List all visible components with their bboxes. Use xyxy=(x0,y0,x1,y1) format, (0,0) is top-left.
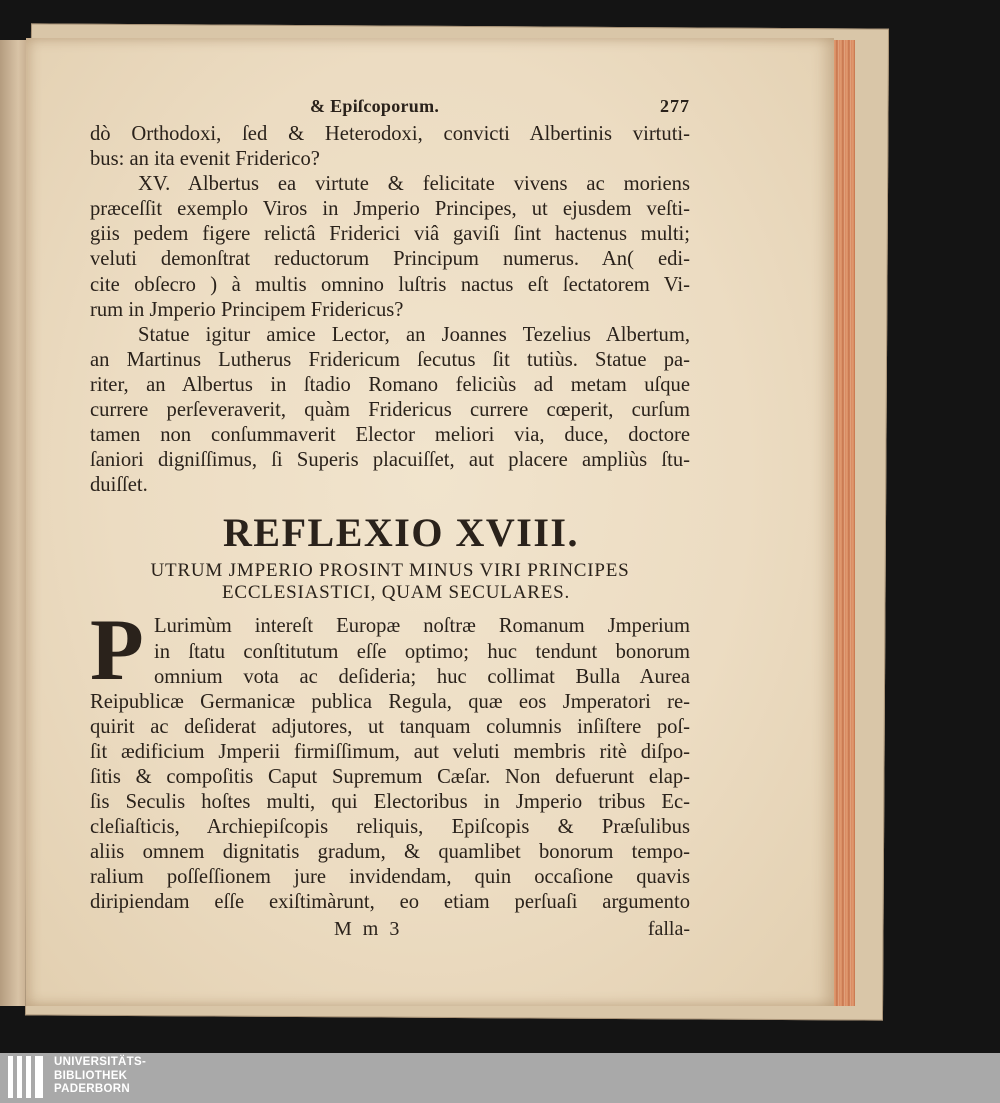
paragraph-3 xyxy=(90,323,690,499)
library-name xyxy=(54,1056,146,1097)
text-line: ralium poſſeſſionem jure invidendam, quin occaſione quavis xyxy=(90,866,690,889)
text-line: cite obſecro ) à multis omnino luſtris nactus eſt ſectatorem Vi- xyxy=(90,273,690,296)
text-line: Statue igitur amice Lector, an Joannes Tezelius Albertum, xyxy=(138,323,690,346)
text-line: riter, an Albertus in ſtadio Romano feliciùs ad metam uſque xyxy=(90,373,690,396)
library-name-line-3: PADERBORN xyxy=(54,1083,130,1095)
text-line: veluti demonſtrat reductorum Principum numerus. An( edi- xyxy=(90,248,690,271)
text-line: ſis Seculis hoſtes multi, qui Electoribus in Jmperio tribus Ec- xyxy=(90,791,690,814)
text-line: rum in Jmperio Principem Fridericus? xyxy=(90,298,404,321)
logo-bar xyxy=(17,1056,22,1098)
text-line: in ſtatu conſtitutum eſſe optimo; huc tendunt bonorum xyxy=(154,640,690,663)
library-banner xyxy=(0,1053,1000,1103)
text-line: XV. Albertus ea virtute & felicitate vivens ac moriens xyxy=(138,173,690,196)
subheading-line-1: UTRUM JMPERIO PROSINT MINUS VIRI PRINCIPES xyxy=(150,560,630,582)
text-line: ſitis & compoſitis Caput Supremum Cæſar. Non defuerunt elap- xyxy=(90,765,690,788)
text-line: an Martinus Lutherus Fridericum ſecutus ſit tutiùs. Statue pa- xyxy=(90,348,690,371)
drop-cap: P xyxy=(90,602,144,700)
library-name-line-1: UNIVERSITÄTS- xyxy=(54,1056,147,1068)
catchword: falla- xyxy=(647,917,690,940)
text-line: tamen non conſummaverit Elector meliori via, duce, doctore xyxy=(90,424,690,447)
section-heading: REFLEXIO XVIII. xyxy=(223,510,579,556)
text-line: præceſſit exemplo Viros in Jmperio Principes, ut ejusdem veſti- xyxy=(90,198,690,221)
text-line: Lurimùm intereſt Europæ noſtræ Romanum Jmperium xyxy=(154,615,690,638)
page-header xyxy=(90,96,690,122)
paragraph-2 xyxy=(90,172,690,323)
page-number: 277 xyxy=(660,96,690,116)
previous-page-edge xyxy=(0,40,27,1006)
subheading-line-2: ECCLESIASTICI, QUAM SECULARES. xyxy=(221,582,571,604)
text-line: currere perſeveraverit, quàm Fridericus currere cœperit, curſum xyxy=(90,399,690,422)
logo-bar xyxy=(26,1056,31,1098)
text-line: bus: an ita evenit Friderico? xyxy=(90,148,320,171)
text-line: cleſiaſticis, Archiepiſcopis reliquis, Epiſcopis & Præſulibus xyxy=(90,816,690,839)
text-line: ſaniori digniſſimus, ſi Superis placuiſſet, aut placere ampliùs ſtu- xyxy=(90,449,690,472)
running-head: & Epiſcoporum. xyxy=(310,96,440,116)
text-line: diripiendam eſſe exiſtimàrunt, eo etiam perſuaſi argumento xyxy=(90,891,690,914)
logo-bar xyxy=(35,1056,43,1098)
paragraph-1 xyxy=(90,122,690,172)
text-line: dò Orthodoxi, ſed & Heterodoxi, convicti Albertinis virtuti- xyxy=(90,123,690,145)
text-line: aliis omnem dignitatis gradum, & quamlibet bonorum tempo- xyxy=(90,841,690,864)
text-line: ſit ædificium Jmperii firmiſſimum, aut veluti membris ritè diſpo- xyxy=(90,740,690,763)
paragraph-4 xyxy=(90,602,690,915)
text-line: omnium vota ac deſideria; huc collimat Bulla Aurea xyxy=(154,665,690,688)
text-block xyxy=(90,96,690,944)
text-line: quirit ac deſiderat adjutores, ut tanquam columnis inſiſtere poſ- xyxy=(90,715,690,738)
library-name-line-2: BIBLIOTHEK xyxy=(54,1069,128,1082)
section-subheading xyxy=(90,560,690,604)
text-line: giis pedem figere relictâ Friderici viâ gaviſi ſint hactenus multi; xyxy=(90,223,690,246)
signature-mark: M m 3 xyxy=(334,917,403,940)
page-footer xyxy=(90,918,690,944)
text-line: duiſſet. xyxy=(90,474,148,497)
logo-bar xyxy=(8,1056,13,1098)
text-line: Reipublicæ Germanicæ publica Regula, quæ eos Jmperatori re- xyxy=(90,690,690,713)
library-logo-icon xyxy=(8,1056,46,1098)
book-page xyxy=(26,38,834,1006)
